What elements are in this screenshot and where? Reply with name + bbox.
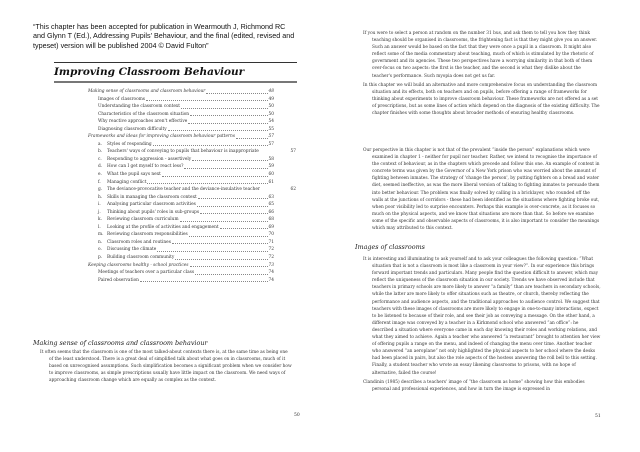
toc-leader-dots [157, 246, 267, 252]
toc-leader-dots [200, 209, 267, 215]
toc-page-number: 72 [268, 247, 274, 253]
toc-label [98, 239, 171, 247]
toc-page-number: 74 [268, 277, 274, 283]
toc-label [98, 126, 167, 134]
toc-leader-dots [146, 96, 268, 102]
chapter-title: Improving Classroom Behaviour [54, 66, 245, 78]
toc-page-number: 58 [268, 156, 274, 162]
toc-leader-dots [236, 133, 267, 139]
toc-text: Classroom roles and routines [107, 239, 171, 245]
toc-page-number: 55 [268, 126, 274, 132]
toc-entry [88, 254, 274, 262]
toc-letter: d. [98, 164, 103, 170]
toc-entry [88, 194, 274, 202]
toc-label [98, 246, 156, 254]
toc-label [98, 224, 219, 232]
toc-label [98, 163, 183, 171]
paragraph: If you were to select a person at random on the number 31 bus, and ask them to tell you how they think teaching should be organised in classrooms, the frightening fact is that they might give you an answer. Such an answer would be based on the fact that they were once a pupil in a classroom. It might also reflect some of the media commentary about teaching, much of which is stimulated by the rhetoric of government and its agencies. These two perspectives have a worrying similarity in that both of them over-focus on two aspects: the first is the teacher, and the second is what they dislike about the teacher's performance. Such myopia does not get us far. [363, 31, 598, 79]
toc-leader-dots [197, 201, 268, 207]
toc-text: Reviewing classroom curriculum [107, 217, 179, 223]
toc-text: Analysing particular classroom activities [107, 202, 196, 208]
toc-page-number: 63 [268, 194, 274, 200]
body-text-top [363, 30, 601, 119]
toc-leader-dots [140, 277, 268, 283]
toc-letter: p. [98, 255, 103, 261]
title-rule-bottom [54, 81, 297, 83]
toc-entry [88, 103, 274, 111]
table-of-contents [88, 88, 296, 284]
toc-page-number: 66 [268, 209, 274, 215]
toc-letter: a. [98, 141, 102, 147]
toc-label [98, 201, 196, 209]
toc-text: Meetings of teachers over a particular class [98, 270, 195, 276]
toc-leader-dots [190, 111, 267, 117]
toc-leader-dots [172, 239, 268, 245]
toc-text: Looking at the profile of activities and engagement [107, 224, 219, 230]
toc-entry [88, 111, 274, 119]
toc-label [98, 111, 189, 119]
toc-page-number: 59 [268, 164, 274, 170]
toc-text: Why reactive approaches aren't effective [98, 119, 188, 125]
toc-page-number: 50 [268, 111, 274, 117]
toc-page-number: 60 [268, 172, 274, 178]
toc-leader-dots [168, 126, 268, 132]
toc-text: Keeping classrooms healthy - school practices [88, 262, 189, 268]
toc-entry [88, 186, 296, 194]
toc-label [98, 277, 139, 285]
toc-text: Diagnosing classroom difficulty [98, 126, 167, 132]
toc-letter: h. [98, 194, 103, 200]
toc-leader-dots [175, 254, 267, 260]
toc-page-number: 72 [268, 255, 274, 261]
toc-text: Discussing the climate [107, 247, 157, 253]
toc-leader-dots [195, 269, 267, 275]
toc-text: Making sense of classrooms and classroom behaviour [88, 89, 206, 94]
toc-page-number: 73 [268, 262, 274, 268]
section-heading: Images of classrooms [355, 243, 425, 251]
toc-page-number: 70 [268, 232, 274, 238]
toc-entry [88, 262, 274, 270]
toc-text: Styles of responding [107, 141, 152, 147]
paragraph: Our perspective in this chapter is not that of the prevalent “inside the person” explanations which were examined in chapter 1 - neither for pupil nor teacher. Rather, we intend to recognise the importance of the context of behaviour, as in the chapters which precede and follow this one. An example of context in concrete terms was given by the Governor of a New York prison who was worried about the amount of fighting between inmates. The strategy of 'change the person', by putting fighters on a bread and water diet, seemed ineffective, as was the more liberal version of talking to fighting inmates to persuade them into better behaviour. The problem was finally solved by calling in a bricklayer, who rounded off the walls at the junctions of corridors - these had been identified as the situations where fighting broke out, when poor visibility led to surprise encounters. Perhaps this example is over-concrete, as it focuses so much on the physical aspects, and we know that situations are more than that. So before we examine some of the specific and observable aspects of classrooms, it is also important to consider the meanings which may attributed to this context. [363, 148, 600, 232]
toc-text: How can I get myself to react less? [107, 164, 184, 170]
toc-letter: g. [98, 187, 103, 193]
toc-label [88, 262, 189, 270]
toc-page-number: 54 [268, 119, 274, 125]
toc-leader-dots [181, 103, 268, 109]
toc-text: Understanding the classroom context [98, 104, 181, 110]
toc-entry [88, 163, 274, 171]
toc-text: Images of classrooms [98, 96, 146, 102]
toc-leader-dots [189, 231, 268, 237]
toc-letter: e. [98, 172, 102, 178]
toc-page-number: 48 [268, 89, 274, 94]
toc-entry [88, 224, 274, 232]
toc-label [98, 186, 260, 194]
body-text-bottom [363, 256, 601, 395]
toc-letter: f. [98, 179, 101, 185]
paragraph: It is interesting and illuminating to ask yourself and to ask your colleagues the following question: “What situation that is not a classroom is most like a classroom in your view?”. In our experience this brings forward important trends and particulars. Many people find the question difficult to answer, which may reflect the uniqueness of the classroom situation in our society. Trends we have observed include that teachers in primary schools are more likely to answer “a family” than are teachers in secondary schools, while the latter are more likely to offer situations such as theatre, or church, thereby reflecting the performance and audience aspects, and the traditional approaches to audience control. We suggest that teachers with these images of classrooms are more likely to engage in one-to-many interactions, expect to be listened to because of their role, and see their job as conveying a message. On the other hand, a different image was conveyed by a teacher in a Kirkmond school who answered “an office”: he described a situation where everyone came in each day knowing their roles and working relations, and what they aimed to achieve. Again a teacher who answered “a restaurant” brought to attention her view of offering pupils a range on the menu, and indeed of changing the menu over time. Another teacher who answered “an aeroplane” not only highlighted the physical aspects to her school where the desks had been placed in pairs, but also the role aspects of the hostess answering the roll bell to this setting. Finally, a student teacher who wrote an essay likening classrooms to prisons, with no hope of alternative, failed the course! [363, 257, 601, 376]
toc-text: Thinking about pupils' roles in sub-groups [107, 209, 200, 215]
toc-text: Characteristics of the classroom situation [98, 111, 190, 117]
toc-letter: i. [98, 202, 101, 208]
toc-leader-dots [206, 88, 267, 94]
toc-leader-dots [153, 141, 268, 147]
toc-label [98, 269, 194, 277]
toc-leader-dots [188, 118, 267, 124]
toc-leader-dots [220, 224, 268, 230]
toc-label [98, 216, 179, 224]
paragraph: In this chapter we will build an alternative and more comprehensive focus on understanding the classroom situation and its effects, both on teachers and on pupils, before offering a range of frameworks for thinking about experiments to improve classroom behaviour. These frameworks are not offered as a set of prescriptions, but as some lines of action which depend on the diagnosis of the existing difficulty. The chapter finishes with some thoughts about broader methods of ensuring healthy classrooms. [363, 82, 600, 117]
toc-page-number: 68 [268, 217, 274, 223]
toc-label [98, 209, 199, 217]
toc-leader-dots [190, 262, 268, 268]
publication-notice: “This chapter has been accepted for publication in Wearmouth J, Richmond RC and Glynn T (Ed.), Addressing Pupils' Behaviour, and the final (edited, revised and typeset) version will be published 2004 © David Fulton” [33, 22, 295, 50]
toc-leader-dots [184, 163, 267, 169]
toc-text: Frameworks and ideas for improving classroom behaviour patterns [88, 134, 236, 140]
toc-letter: m. [98, 232, 104, 238]
toc-text: Building classroom community [107, 255, 175, 261]
toc-label [98, 103, 180, 111]
toc-text: Teachers' ways of conveying to pupils that behaviour is inappropriate [107, 149, 259, 155]
toc-letter: n. [98, 239, 103, 245]
toc-leader-dots [192, 156, 267, 162]
toc-entry [88, 231, 274, 239]
toc-entry [88, 141, 274, 149]
toc-page-number: 57 [268, 134, 274, 140]
toc-page-number: 62 [290, 187, 296, 193]
right-page [320, 0, 640, 452]
paragraph: Clandinin (1985) describes a teachers' image of “the classroom as home” showing how this embodies personal and professional experiences, and how in turn the image is expressed in [363, 379, 585, 392]
paragraph: It often seems that the classroom is one of the most talked-about contexts there is, at the same time as being one of the least understood. There is a great deal of simplified talk about what goes on in classrooms, much of it based on unrecognised assumptions. Such simplification becomes a significant problem when we consider how to improve classrooms, as simple prescriptions usually have little impact on the classroom. We need ways of approaching classroom change which are equally as complex as the context. [40, 350, 292, 384]
toc-page-number: 57 [268, 141, 274, 147]
toc-letter: j. [98, 209, 101, 215]
toc-label [98, 231, 188, 239]
toc-leader-dots [147, 179, 267, 185]
toc-label [98, 179, 146, 187]
toc-page-number: 71 [268, 239, 274, 245]
toc-label [98, 156, 191, 164]
toc-text: Managing conflict [107, 179, 147, 185]
toc-label [98, 194, 197, 202]
toc-page-number: 74 [268, 270, 274, 276]
toc-entry [88, 216, 274, 224]
toc-label [98, 171, 161, 179]
toc-entry [88, 246, 274, 254]
toc-page-number: 57 [290, 149, 296, 155]
toc-entry [88, 269, 274, 277]
toc-page-number: 65 [268, 202, 274, 208]
toc-entry [88, 201, 274, 209]
toc-page-number: 49 [268, 96, 274, 102]
toc-label [98, 254, 174, 262]
body-text [40, 349, 292, 386]
toc-label [98, 96, 145, 104]
toc-entry [88, 277, 274, 285]
toc-entry [88, 148, 296, 156]
body-text-mid [363, 147, 601, 234]
toc-label [88, 88, 205, 96]
toc-leader-dots [260, 148, 273, 154]
toc-leader-dots [180, 216, 268, 222]
toc-entry [88, 118, 274, 126]
toc-page-number: 69 [268, 224, 274, 230]
toc-text: Responding to aggression - assertively [107, 156, 192, 162]
toc-letter: l. [98, 224, 101, 230]
toc-leader-dots [162, 171, 268, 177]
toc-leader-dots [261, 186, 273, 192]
page-number: 51 [595, 414, 601, 419]
toc-entry [88, 96, 274, 104]
toc-entry [88, 171, 274, 179]
toc-leader-dots [198, 194, 268, 200]
toc-entry [88, 239, 274, 247]
toc-page-number: 61 [268, 179, 274, 185]
toc-text: Skills in managing the classroom context [107, 194, 197, 200]
toc-entry [88, 209, 274, 217]
toc-letter: b. [98, 149, 103, 155]
toc-entry [88, 156, 274, 164]
toc-text: Paired observation [98, 277, 139, 283]
toc-label [98, 141, 152, 149]
chapter-title-block [54, 62, 297, 83]
toc-text: The deviance-provocative teacher and the deviance-insulative teacher [107, 187, 260, 193]
toc-letter: k. [98, 217, 102, 223]
toc-entry [88, 126, 274, 134]
toc-entry [88, 179, 274, 187]
toc-label [88, 133, 235, 141]
toc-page-number: 50 [268, 104, 274, 110]
page-number: 50 [294, 413, 300, 418]
toc-entry [88, 133, 274, 141]
toc-text: Reviewing classroom responsibilities [107, 232, 188, 238]
toc-entry [88, 88, 274, 96]
toc-label [98, 148, 259, 156]
toc-letter: c. [98, 156, 102, 162]
toc-text: What the pupil says next [107, 172, 161, 178]
toc-letter: o. [98, 247, 102, 253]
section-heading: Making sense of classrooms and classroom behaviour [33, 339, 208, 347]
toc-label [98, 118, 187, 126]
